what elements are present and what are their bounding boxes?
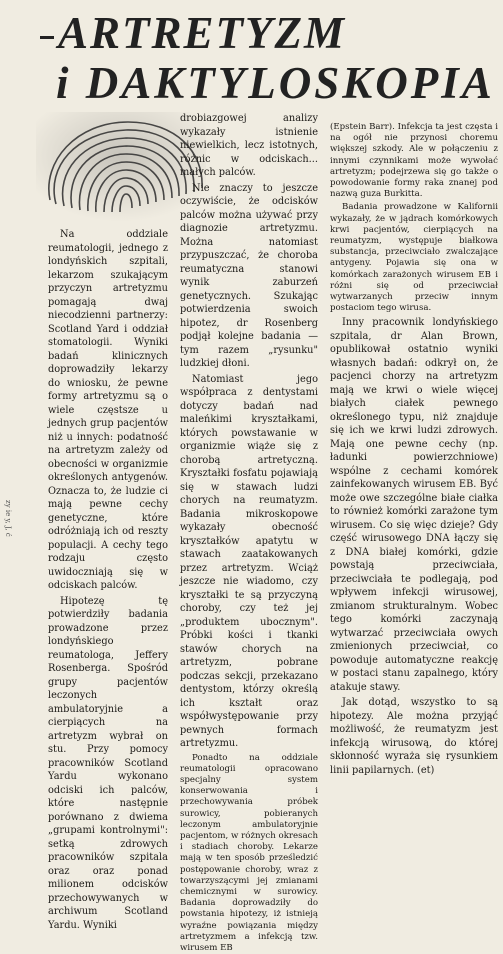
title-rule [40, 36, 54, 39]
article-title [58, 8, 495, 108]
column-3 [330, 122, 498, 777]
col3-paragraph-2: Jak dotąd, wszystko to są hipotezy. Ale można przyjąć możliwość, że reumatyzm jest infekcją wirusową, do której skłonność wyraża się rysunkiem linii papilarnych. (et) [330, 696, 498, 777]
col3-small-paragraph-1: (Epstein Barr). Infekcja ta jest częsta i na ogół nie przynosi choremu większej szkody. Ale w połączeniu z innymi czynnikami może wywołać artretyzm; podejrzewa się go także o powodowanie formy raka znanej pod nazwą guza Burkitta. [330, 122, 498, 200]
margin-fragment: zy ie y, J, ć [2, 500, 12, 537]
col2-small-paragraph: Ponadto na oddziale reumatologii opracowano specjalny system konserwowania i przechowywania próbek surowicy, pobieranych leczonym ambulatoryjnie pacjentom, w różnych okresach i stadiach choroby. Lekarze mają w ten sposób prześledzić postępowanie choroby, wraz z towarzyszącymi jej zmianami chemicznymi w surowicy. Badania doprowadziły do powstania hipotezy, iż istnieją wyraźne powiązania między artretyzmem a infekcją tzw. wirusem EB [180, 753, 318, 954]
col3-small-paragraph-2: Badania prowadzone w Kalifornii wykazały, że w jądrach komórkowych krwi pacjentów, cierpiących na reumatyzm, występuje białkowa substancja, przeciwciało zwalczające antygeny. Pojawia się ona w komórkach zarażonych wirusem EB i różni się od przeciwciał wytwarzanych przeciw innym postaciom tego wirusa. [330, 202, 498, 314]
title-line-2: i DAKTYLOSKOPIA [56, 58, 495, 108]
title-line-1: ARTRETYZM [58, 8, 346, 58]
col1-paragraph-2: Hipotezę tę potwierdziły badania prowadzone przez londyńskiego reumatologa, Jeffery Rosenberga. Spośród grupy pacjentów leczonych ambulatoryjnie a cierpiących na artretyzm wybrał on stu. Przy pomocy pracowników Scotland Yardu wykonano odciski ich palców, które następnie porównano z dwiema „grupami kontrolnymi": setką zdrowych pracowników szpitala oraz oraz ponad milionem odcisków przechowywanych w archiwum Scotland Yardu. Wyniki [48, 595, 168, 933]
column-2 [180, 112, 318, 954]
column-1 [48, 228, 168, 932]
col2-paragraph-2: Nie znaczy to jeszcze oczywiście, że odcisków palców można używać przy diagnozie artretyzmu. Można natomiast przypuszczać, że choroba reumatyczna stanowi wynik zaburzeń genetycznych. Szukając potwierdzenia swoich hipotez, dr Rosenberg podjął kolejne badania — tym razem „rysunku" ludzkiej dłoni. [180, 182, 318, 371]
col1-paragraph-1: Na oddziale reumatologii, jednego z londyńskich szpitali, lekarzom szukającym przyczyn artretyzmu pomagają dwaj niecodzienni partnerzy: Scotland Yard i oddział stomatologii. Wyniki badań klinicznych doprowadziły lekarzy do wniosku, że pewne formy artretyzmu są o wiele częstsze u jednych grup pacjentów niż u innych: podatność na artretyzm zależy od obecności w organizmie określonych antygenów. Oznacza to, że ludzie ci mają pewne cechy genetyczne, które odróżniają ich od reszty populacji. A cechy tego rodzaju często uwidoczniają się w odciskach palców. [48, 228, 168, 593]
col3-paragraph-1: Inny pracownik londyńskiego szpitala, dr Alan Brown, opublikował ostatnio wyniki własnych badań: odkrył on, że pacjenci chorzy na artretyzm mają we krwi o wiele więcej białych ciałek pewnego określonego typu, niż znajduje się ich we krwi ludzi zdrowych. Mają one pewne cechy (np. ładunki powierzchniowe) wspólne z cechami komórek zainfekowanych wirusem EB. Być może owe szczególne białe ciałka to również komórki zarażone tym wirusem. Co się więc dzieje? Gdy część wirusowego DNA łączy się z DNA białej komórki, gdzie powstają przeciwciała, przeciwciała te podlegają, pod wpływem infekcji wirusowej, zmianom strukturalnym. Wobec tego komórki zaczynają wytwarzać przeciwciała owych zmienionych przeciwciał, co powoduje automatyczne reakcję w postaci stanu zapalnego, który atakuje stawy. [330, 316, 498, 694]
col2-paragraph-1: drobiazgowej analizy wykazały istnienie niewielkich, lecz istotnych, różnic w odciskach... małych palców. [180, 112, 318, 180]
col2-paragraph-3: Natomiast jego współpraca z dentystami dotyczy badań nad maleńkimi kryształkami, których powstawanie w organizmie wiąże się z chorobą artretyczną. Kryształki fosfatu pojawiają się w stawach ludzi chorych na reumatyzm. Badania mikroskopowe wykazały obecność kryształków apatytu w stawach zaatakowanych przez artretyzm. Wciąż jeszcze nie wiadomo, czy kryształki te są przyczyną choroby, czy też jej „produktem ubocznym". Próbki kości i tkanki stawów chorych na artretyzm, pobrane podczas sekcji, przekazano dentystom, którzy określą ich kształt oraz współwystępowanie przy pewnych formach artretyzmu. [180, 373, 318, 751]
